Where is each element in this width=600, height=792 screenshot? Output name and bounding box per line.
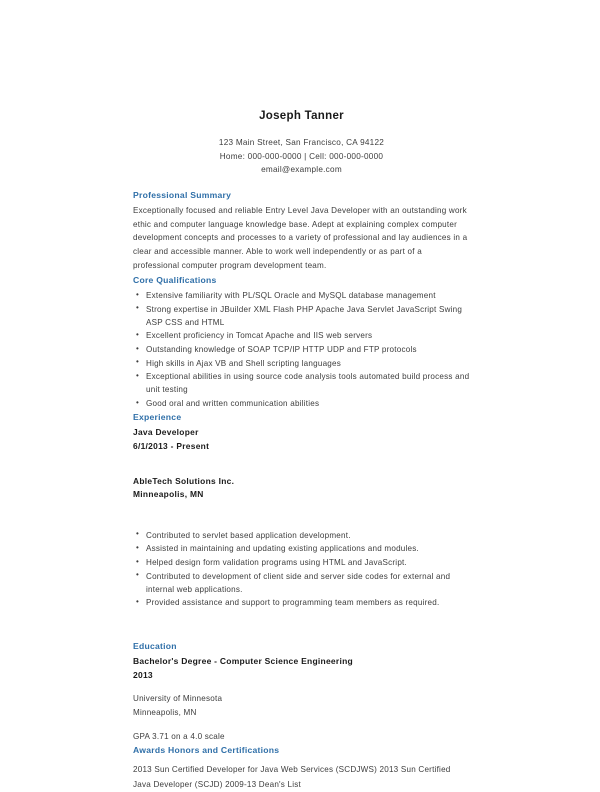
section-heading-experience: Experience: [133, 412, 182, 423]
education-gpa: GPA 3.71 on a 4.0 scale: [133, 731, 225, 741]
section-heading-education: Education: [133, 641, 177, 652]
section-heading-professional-summary: Professional Summary: [133, 189, 232, 200]
contact-phones: Home: 000-000-0000 | Cell: 000-000-0000: [219, 151, 384, 161]
contact-email: email@example.com: [261, 165, 342, 175]
list-item: • Exceptional abilities in using source code analysis tools automated build process and unit testing: [133, 370, 470, 396]
list-item: • Contributed to servlet based application development.: [133, 529, 470, 542]
list-item: • Contributed to development of client side and server side codes for external and internal web applications.: [133, 570, 470, 596]
list-item: • Good oral and written communication abilities: [133, 397, 470, 410]
awards-text: 2013 Sun Certified Developer for Java Web Services (SCDJWS) 2013 Sun Certified Java Developer (SCJD) 2009-13 Dean's List: [133, 765, 451, 789]
education-degree: Bachelor's Degree - Computer Science Engineering: [133, 656, 353, 667]
list-item: • Outstanding knowledge of SOAP TCP/IP HTTP UDP and FTP protocols: [133, 343, 470, 356]
experience-company: AbleTech Solutions Inc.: [133, 475, 235, 486]
candidate-name: Joseph Tanner: [259, 110, 344, 122]
list-item: • Excellent proficiency in Tomcat Apache and IIS web servers: [133, 329, 470, 342]
list-item: • Helped design form validation programs using HTML and JavaScript.: [133, 556, 470, 569]
experience-duties-list: [133, 529, 470, 610]
list-item: • Provided assistance and support to programming team members as required.: [133, 596, 470, 609]
list-item: • Strong expertise in JBuilder XML Flash PHP Apache Java Servlet JavaScript Swing ASP CSS and HTML: [133, 303, 470, 329]
list-item: • Assisted in maintaining and updating existing applications and modules.: [133, 542, 470, 555]
experience-job-dates: 6/1/2013 - Present: [133, 440, 210, 451]
list-item: • Extensive familiarity with PL/SQL Oracle and MySQL database management: [133, 289, 470, 302]
core-qualifications-list: [133, 289, 470, 410]
experience-company-location: Minneapolis, MN: [133, 489, 204, 500]
education-school: University of Minnesota: [133, 694, 223, 704]
contact-address: 123 Main Street, San Francisco, CA 94122: [218, 138, 385, 147]
experience-job-title: Java Developer: [133, 427, 199, 438]
list-item: • High skills in Ajax VB and Shell scripting languages: [133, 357, 470, 370]
section-heading-awards: Awards Honors and Certifications: [133, 745, 280, 756]
section-heading-core-qualifications: Core Qualifications: [133, 275, 217, 286]
education-year: 2013: [133, 669, 153, 680]
professional-summary-text: Exceptionally focused and reliable Entry Level Java Developer with an outstanding work ethic and computer language knowledge base. Adept at explaining complex computer development concepts and processes to a variety of professional and lay audiences in a clear and accessible manner. Able to work well independently or as part of a professional computer program development team.: [133, 205, 468, 271]
education-school-location: Minneapolis, MN: [133, 707, 197, 717]
